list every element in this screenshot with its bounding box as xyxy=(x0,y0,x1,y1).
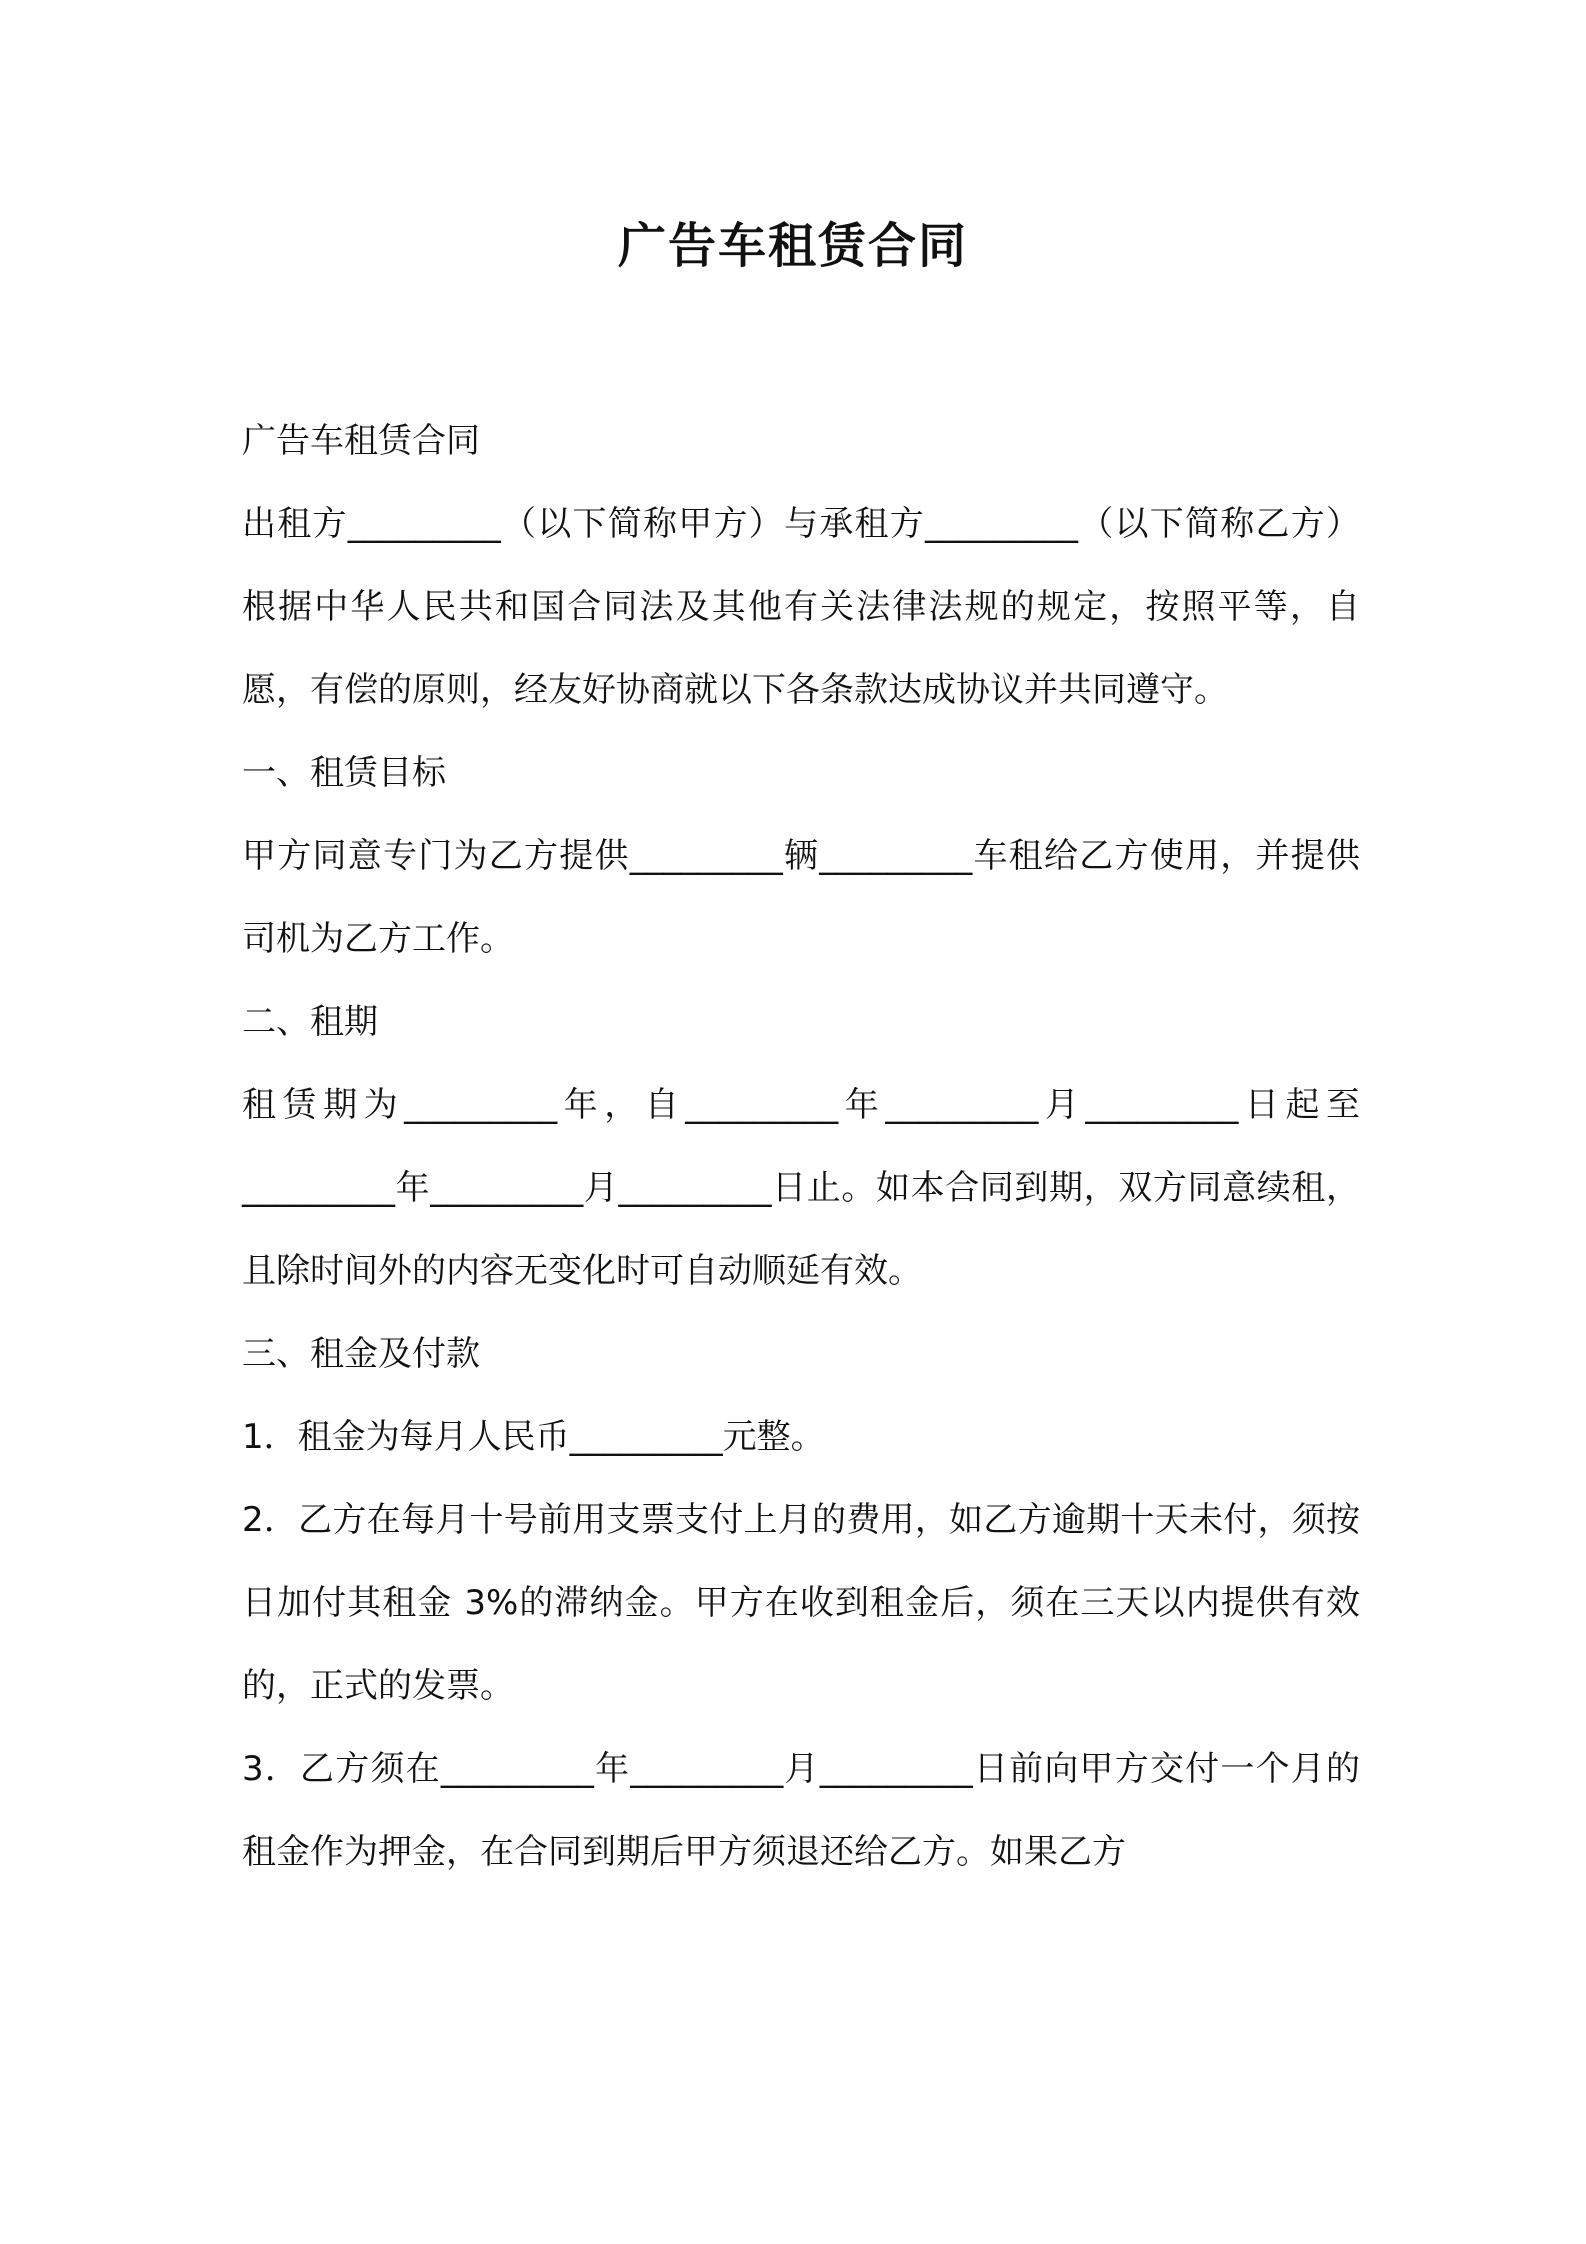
document-title: 广告车租赁合同 xyxy=(617,218,968,274)
section-heading-3: 三、租金及付款 xyxy=(242,1334,480,1374)
section-heading-1: 一、租赁目标 xyxy=(242,753,446,793)
contract-heading: 广告车租赁合同 xyxy=(242,421,480,461)
section-2-text: 租赁期为_________年，自_________年_________月_________日起至_________年_________月_________日止。如本合同到期，双方同意续租，且除时间外的内容无变化时可自动顺延有效。 xyxy=(242,1085,1360,1291)
section-1-text: 甲方同意专门为乙方提供_________辆_________车租给乙方使用，并提供司机为乙方工作。 xyxy=(242,836,1360,959)
contract-preamble: 出租方_________（以下简称甲方）与承租方_________（以下简称乙方）根据中华人民共和国合同法及其他有关法律法规的规定，按照平等，自愿，有偿的原则，经友好协商就以下各条款达成协议并共同遵守。 xyxy=(242,504,1360,710)
document-body xyxy=(242,400,1360,1894)
clause-3-1: 1．租金为每月人民币_________元整。 xyxy=(242,1417,825,1457)
clause-3-2: 2．乙方在每月十号前用支票支付上月的费用，如乙方逾期十天未付，须按日加付其租金 3%的滞纳金。甲方在收到租金后，须在三天以内提供有效的，正式的发票。 xyxy=(242,1500,1360,1706)
clause-3-3: 3．乙方须在_________年_________月_________日前向甲方交付一个月的租金作为押金，在合同到期后甲方须退还给乙方。如果乙方 xyxy=(242,1749,1360,1872)
section-heading-2: 二、租期 xyxy=(242,1002,378,1042)
